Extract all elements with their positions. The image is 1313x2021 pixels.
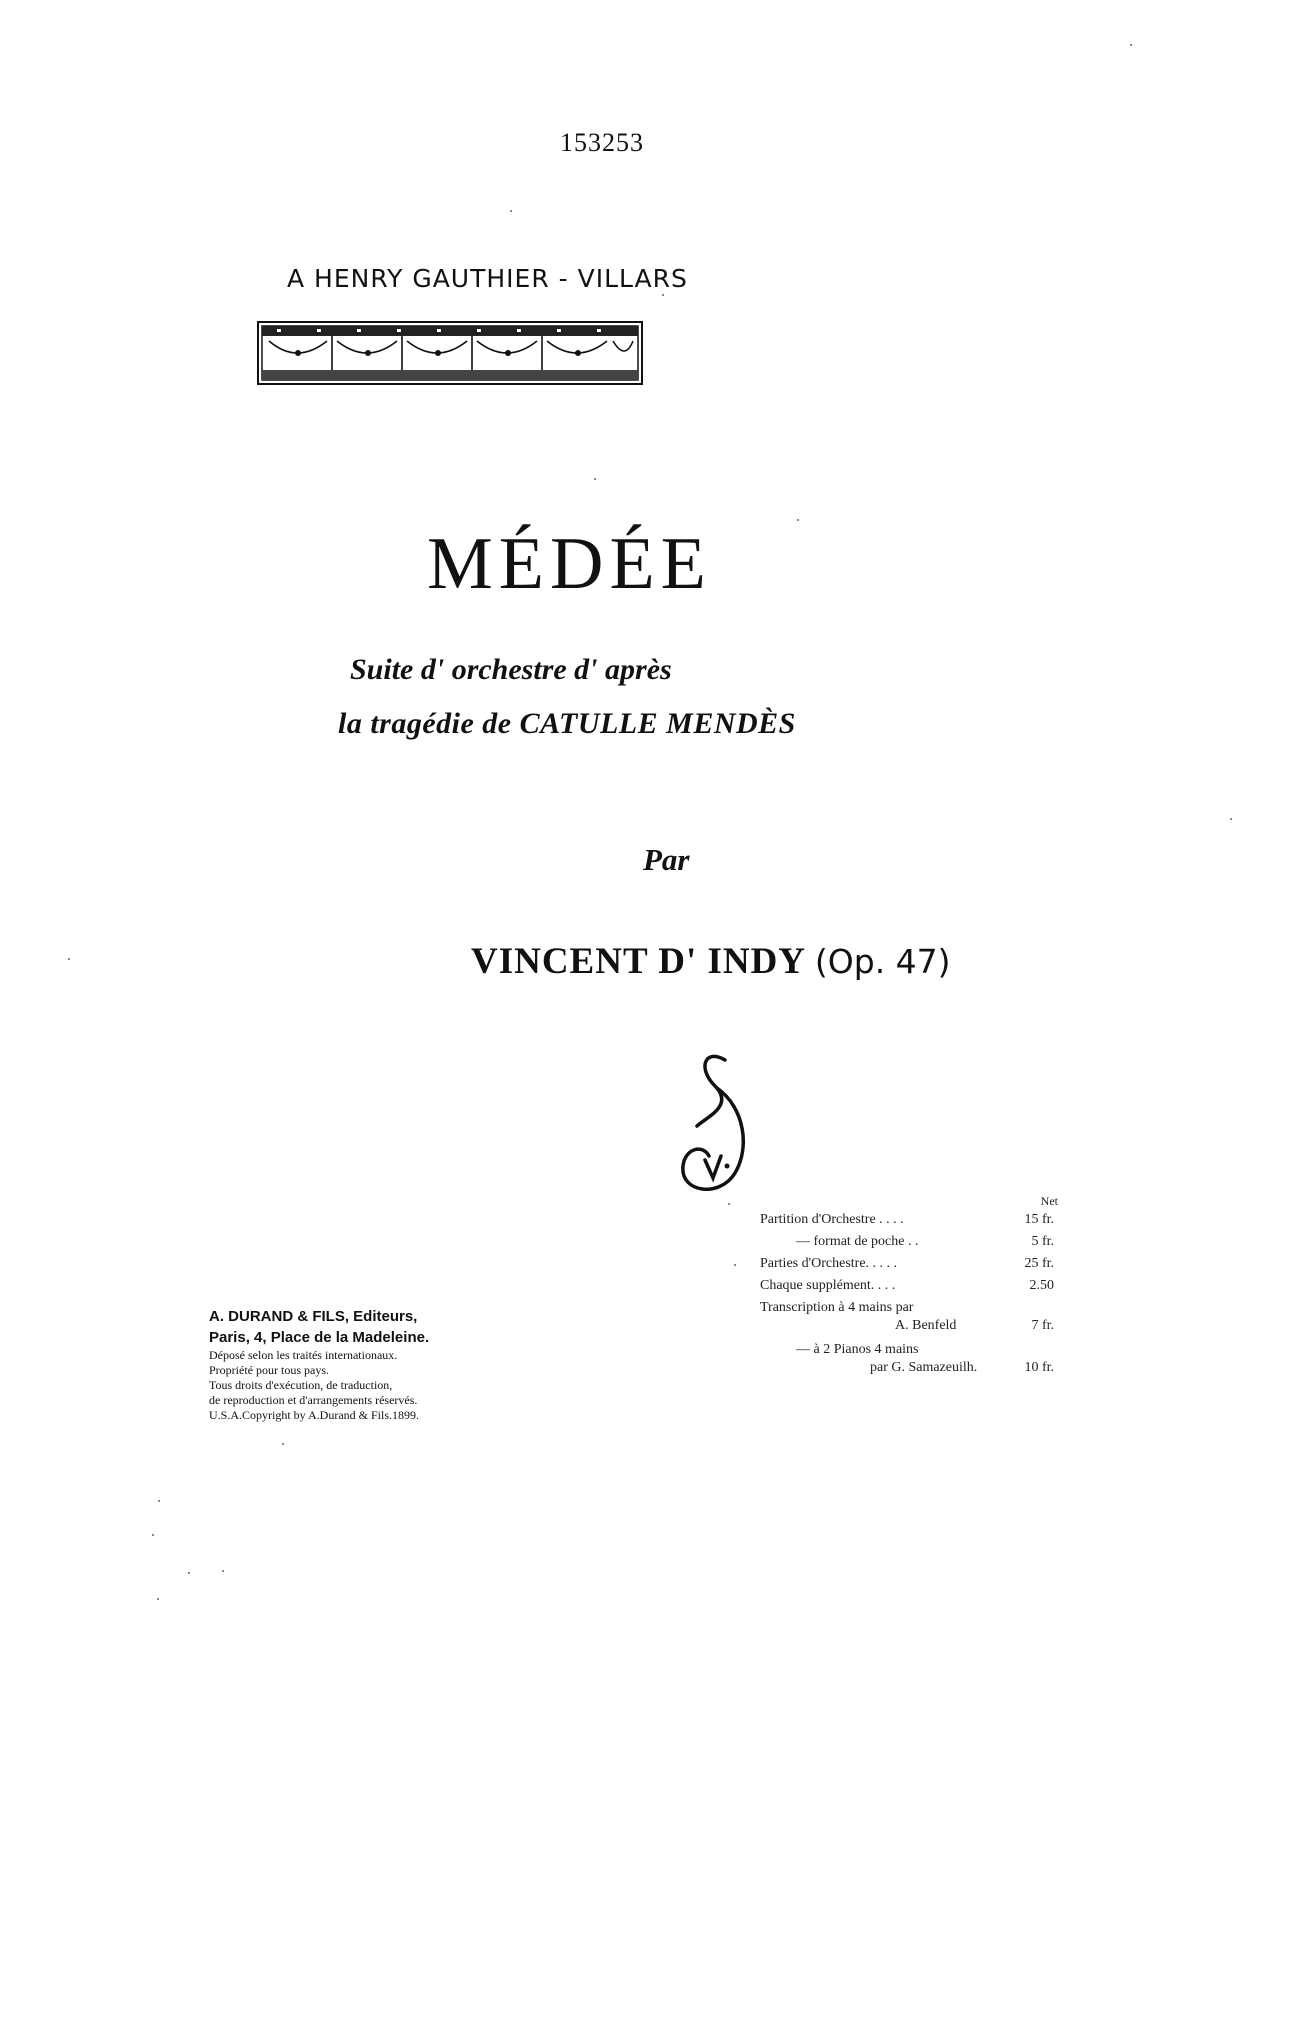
price-amount: 5 fr. bbox=[1031, 1234, 1054, 1249]
scan-speck bbox=[152, 1534, 154, 1536]
price-row bbox=[760, 1318, 1054, 1338]
price-list bbox=[760, 1194, 1060, 1384]
scan-speck bbox=[1230, 818, 1232, 820]
scan-speck bbox=[662, 294, 664, 296]
price-label: par G. Samazeuilh. bbox=[870, 1360, 978, 1375]
subtitle-line-1: Suite d' orchestre d' après bbox=[350, 653, 672, 686]
publisher-note: Propriété pour tous pays. bbox=[209, 1363, 329, 1377]
publisher-monogram-logo bbox=[675, 1048, 755, 1198]
price-row bbox=[760, 1278, 1054, 1298]
publisher-address: Paris, 4, Place de la Madeleine. bbox=[209, 1329, 430, 1346]
subtitle-line-2: la tragédie de CATULLE MENDÈS bbox=[338, 707, 796, 740]
publisher-note: Déposé selon les traités internationaux. bbox=[209, 1348, 398, 1362]
scan-speck bbox=[222, 1570, 224, 1572]
dedication: A HENRY GAUTHIER - VILLARS bbox=[287, 264, 688, 293]
price-label: — format de poche . . bbox=[796, 1234, 919, 1249]
price-label: A. Benfeld bbox=[895, 1318, 957, 1333]
price-amount: 15 fr. bbox=[1024, 1212, 1054, 1227]
price-label: Partition d'Orchestre . . . . bbox=[760, 1212, 904, 1227]
scan-speck bbox=[157, 1598, 159, 1600]
price-row bbox=[760, 1342, 1054, 1362]
price-row bbox=[760, 1300, 1054, 1320]
composer-line bbox=[471, 940, 951, 983]
price-label: Transcription à 4 mains par bbox=[760, 1300, 914, 1315]
scan-speck bbox=[734, 1264, 736, 1266]
catalog-number: 153253 bbox=[560, 128, 644, 157]
opus-number: (Op. 47) bbox=[814, 942, 951, 981]
scan-speck bbox=[1130, 44, 1132, 46]
publisher-name: A. DURAND & FILS, Editeurs, bbox=[209, 1308, 418, 1325]
price-row bbox=[760, 1360, 1054, 1380]
scan-speck bbox=[594, 478, 596, 480]
price-label: Chaque supplément. . . . bbox=[760, 1278, 896, 1293]
publisher-note: U.S.A.Copyright by A.Durand & Fils.1899. bbox=[209, 1408, 420, 1422]
scan-speck bbox=[797, 519, 799, 521]
price-label: Parties d'Orchestre. . . . . bbox=[760, 1256, 898, 1271]
price-row bbox=[760, 1256, 1054, 1276]
price-amount: 7 fr. bbox=[1031, 1318, 1054, 1333]
price-header: Net bbox=[1040, 1194, 1058, 1208]
scan-speck bbox=[282, 1443, 284, 1445]
price-row bbox=[760, 1212, 1054, 1232]
price-amount: 10 fr. bbox=[1024, 1360, 1054, 1375]
scan-speck bbox=[728, 1203, 730, 1205]
publisher-note: de reproduction et d'arrangements réservés. bbox=[209, 1393, 418, 1407]
publisher-note: Tous droits d'exécution, de traduction, bbox=[209, 1378, 393, 1392]
scan-speck bbox=[188, 1572, 190, 1574]
price-row bbox=[760, 1234, 1054, 1254]
price-amount: 2.50 bbox=[1029, 1278, 1054, 1293]
publisher-block bbox=[209, 1306, 509, 1423]
scan-speck bbox=[510, 210, 512, 212]
scan-speck bbox=[158, 1500, 160, 1502]
work-title: MÉDÉE bbox=[427, 523, 712, 605]
price-label: — à 2 Pianos 4 mains bbox=[796, 1342, 919, 1357]
composer-name: VINCENT D' INDY bbox=[471, 941, 805, 982]
scan-speck bbox=[68, 958, 70, 960]
price-amount: 25 fr. bbox=[1024, 1256, 1054, 1271]
by-label: Par bbox=[643, 842, 690, 877]
ornamental-frieze bbox=[257, 321, 643, 385]
